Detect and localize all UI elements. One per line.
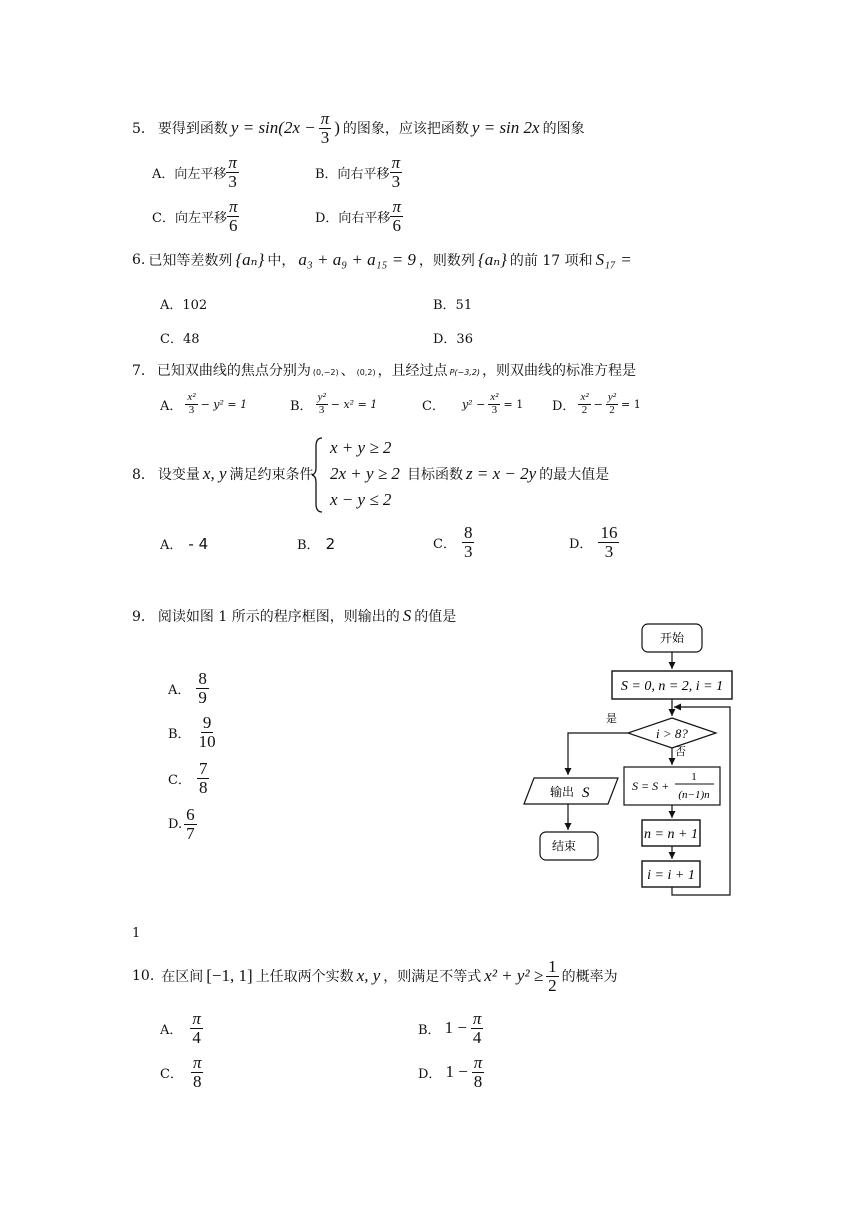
q8-stem-right: 目标函数 z = x − 2y 的最大值是 xyxy=(407,464,610,483)
flow-inc-i-text: i = i + 1 xyxy=(647,868,695,883)
q6-option-d[interactable]: D．36 xyxy=(433,332,473,347)
q7-option-a[interactable]: A． $\frac{\text{x²}}{3}$ − y² = 1 xyxy=(160,391,248,416)
q7-option-b[interactable]: B． $\frac{\text{y²}}{3}$ − x² = 1 xyxy=(290,391,378,416)
q8-brace xyxy=(310,436,326,514)
flow-init-text: S = 0, n = 2, i = 1 xyxy=(620,679,724,694)
q9-option-b[interactable]: B． $\frac{9}{10}$ xyxy=(168,713,216,751)
q8-constraint-1: x + y ≥ 2 xyxy=(330,438,392,457)
q6-option-a[interactable]: A．102 xyxy=(160,298,208,313)
q6-stem: 6. 已知等差数列 {aₙ} 中， a₃ + a₉ + a₁₅ = 9 ，则数列 {aₙ} 的前 17 项和 S₁₇ = xyxy=(132,250,632,269)
flow-yes-label: 是 xyxy=(606,712,617,725)
page-marker: 1 xyxy=(132,926,141,941)
q8-option-c[interactable]: C． $\frac{8}{3}$ xyxy=(433,523,473,561)
q8-stem-left: 8． 设变量 x, y 满足约束条件 xyxy=(132,464,314,483)
q8-constraint-3: x − y ≤ 2 xyxy=(330,490,392,509)
q5-option-d[interactable]: D．向右平移 $\frac{\pi}{6}$ xyxy=(315,197,401,235)
q8-option-b[interactable]: B． 2 xyxy=(297,534,336,553)
q5-option-c[interactable]: C．向左平移 $\frac{\pi}{6}$ xyxy=(152,197,238,235)
flow-inc-n-text: n = n + 1 xyxy=(644,827,698,842)
q10-option-a[interactable]: A． $\frac{\pi}{4}$ xyxy=(160,1009,201,1047)
q7-number: 7． xyxy=(132,363,155,379)
flow-end-text: 结束 xyxy=(551,839,577,853)
flow-output-label: 输出 xyxy=(550,785,575,799)
q6-number: 6. xyxy=(132,252,146,268)
flow-calc-num: 1 xyxy=(691,771,697,783)
q10-option-d[interactable]: D． 1 − $\frac{\pi}{8}$ xyxy=(418,1053,483,1091)
q10-number: 10. xyxy=(132,968,155,985)
q7-option-d[interactable]: D． $\frac{\text{x²}}{2}$ − $\frac{\text{y²}}{2}$ = 1 xyxy=(552,391,641,416)
q9-stem: 9． 阅读如图 1 所示的程序框图，则输出的 S 的值是 xyxy=(132,606,457,625)
q6-option-b[interactable]: B．51 xyxy=(433,298,473,313)
q9-flowchart xyxy=(520,618,740,900)
q9-option-a[interactable]: A． $\frac{8}{9}$ xyxy=(168,669,207,707)
q5-option-b[interactable]: B．向右平移 $\frac{\pi}{3}$ xyxy=(315,153,401,191)
q8-option-d[interactable]: D． $\frac{16}{3}$ xyxy=(569,523,618,561)
flow-start-text: 开始 xyxy=(659,631,685,645)
q5-option-a[interactable]: A．向左平移 $\frac{\pi}{3}$ xyxy=(152,153,237,191)
q7-stem: 7． 已知双曲线的焦点分别为 (0,−2) 、 (0,2) ，且经过点 P(−3,2) ，则双曲线的标准方程是 xyxy=(132,360,636,380)
q9-option-c[interactable]: C． $\frac{7}{8}$ xyxy=(168,759,208,797)
q6-option-c[interactable]: C．48 xyxy=(160,332,200,347)
q10-option-b[interactable]: B． 1 − $\frac{\pi}{4}$ xyxy=(418,1009,482,1047)
q8-option-a[interactable]: A． - 4 xyxy=(160,534,209,553)
flow-output-var: S xyxy=(582,785,590,801)
q10-option-c[interactable]: C． $\frac{\pi}{8}$ xyxy=(160,1053,202,1091)
q9-option-d[interactable]: D. $\frac{6}{7}$ xyxy=(168,805,195,843)
q5-number: 5． xyxy=(132,121,155,138)
flow-calc-den: (n−1)n xyxy=(678,789,710,801)
q8-number: 8． xyxy=(132,467,155,483)
flow-no-label: 否 xyxy=(675,745,686,758)
q10-stem: 10. 在区间 [−1, 1] 上任取两个实数 x, y ，则满足不等式 x² + y² ≥ $\frac{1}{2}$ 的概率为 xyxy=(132,957,618,995)
flow-calc-left: S = S + xyxy=(632,779,670,793)
flow-cond-text: i > 8? xyxy=(656,726,688,741)
q9-number: 9． xyxy=(132,609,155,625)
q7-option-c[interactable]: C． y² − $\frac{\text{x²}}{3}$ = 1 xyxy=(422,391,524,416)
q8-constraint-2: 2x + y ≥ 2 xyxy=(330,464,400,483)
q5-stem: 5． 要得到函数 y = sin(2x − $\frac{\pi}{3}$ ) 的图象，应该把函数 y = sin 2x 的图象 xyxy=(132,109,585,147)
